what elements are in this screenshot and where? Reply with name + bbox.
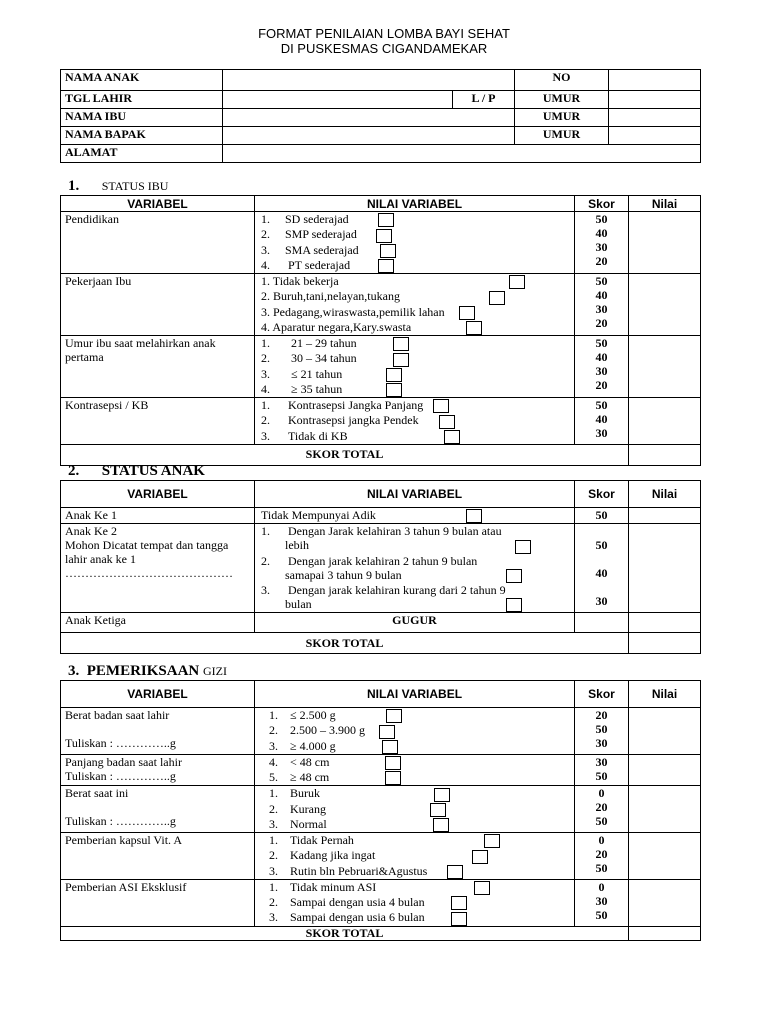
variabel-vit-a: Pemberian kapsul Vit. A	[61, 833, 255, 880]
section-2-heading: 2. STATUS ANAK	[68, 463, 205, 479]
variabel-anak-ketiga: Anak Ketiga	[61, 613, 255, 633]
header-nilai: Nilai	[629, 196, 701, 212]
checkbox[interactable]	[474, 881, 490, 895]
alamat-label: ALAMAT	[61, 145, 223, 163]
nama-ibu-field[interactable]	[223, 109, 515, 127]
checkbox[interactable]	[385, 756, 401, 770]
tuliskan-field[interactable]: Tuliskan : …………..g	[65, 768, 176, 783]
nilai-field[interactable]	[629, 879, 701, 926]
nilai-field[interactable]	[629, 524, 701, 613]
variabel-pendidikan: Pendidikan	[61, 212, 255, 274]
section-1-heading: 1. STATUS IBU	[68, 178, 169, 194]
variabel-pb-lahir: Panjang badan saat lahir	[65, 754, 182, 769]
checkbox[interactable]	[506, 598, 522, 612]
checkbox[interactable]	[386, 383, 402, 397]
umur-anak-label: UMUR	[515, 91, 609, 109]
table-row: Kontrasepsi / KB 1. Kontrasepsi Jangka Panjang 2. Kontrasepsi jangka Pendek 3. Tidak di KB 50 40 30	[61, 398, 701, 445]
umur-anak-field[interactable]	[609, 91, 701, 109]
skor-total-label: SKOR TOTAL	[61, 633, 629, 654]
checkbox[interactable]	[393, 353, 409, 367]
nilai-field[interactable]	[629, 508, 701, 524]
checkbox[interactable]	[506, 569, 522, 583]
checkbox[interactable]	[393, 337, 409, 351]
umur-bapak-field[interactable]	[609, 127, 701, 145]
checkbox[interactable]	[484, 834, 500, 848]
variabel-bb-lahir: Berat badan saat lahir	[65, 708, 170, 722]
skor-total-field[interactable]	[629, 444, 701, 465]
list-item: 2. SMP sederajad	[261, 227, 570, 242]
checkbox[interactable]	[433, 399, 449, 413]
table-row: Pekerjaan Ibu 1. Tidak bekerja 2. Buruh,tani,nelayan,tukang 3. Pedagang,wiraswasta,pemilik lahan 4. Aparatur negara,Kary.swasta 50 40 30 20	[61, 274, 701, 336]
section-3-heading: 3. PEMERIKSAAN GIZI	[68, 663, 228, 679]
checkbox[interactable]	[466, 321, 482, 335]
nama-bapak-field[interactable]	[223, 127, 515, 145]
checkbox[interactable]	[489, 291, 505, 305]
table-row: Pemberian kapsul Vit. A 1. Tidak Pernah 2. Kadang jika ingat 3. Rutin bln Pebruari&Agustus 0 20 50	[61, 833, 701, 880]
variabel-kb: Kontrasepsi / KB	[61, 398, 255, 445]
header-variabel: VARIABEL	[61, 481, 255, 508]
lp-label: L / P	[453, 91, 515, 109]
list-item: 3. SMA sederajad	[261, 243, 570, 258]
variabel-anak-ke-2: Anak Ke 2	[65, 524, 117, 539]
nama-anak-field[interactable]	[223, 70, 515, 91]
nama-bapak-label: NAMA BAPAK	[61, 127, 223, 145]
tuliskan-field[interactable]: Tuliskan : …………..g	[65, 814, 176, 829]
checkbox[interactable]	[378, 259, 394, 273]
header-nilai-variabel: NILAI VARIABEL	[255, 196, 575, 212]
checkbox[interactable]	[386, 368, 402, 382]
variabel-pekerjaan: Pekerjaan Ibu	[61, 274, 255, 336]
checkbox[interactable]	[472, 850, 488, 864]
skor-total-label: SKOR TOTAL	[61, 444, 629, 465]
tgl-lahir-label: TGL LAHIR	[61, 91, 223, 109]
skor-total-field[interactable]	[629, 926, 701, 940]
table-row	[61, 613, 701, 633]
nilai-field[interactable]	[629, 613, 701, 633]
gugur-label: GUGUR	[255, 613, 575, 633]
checkbox[interactable]	[439, 415, 455, 429]
checkbox[interactable]	[466, 509, 482, 523]
variabel-bb-ini: Berat saat ini	[65, 786, 129, 801]
table-row: Anak Ke 2 Mohon Dicatat tempat dan tangga lahir anak ke 1 …………………………………… 1. Dengan Jarak kelahiran 3 tahun 9 bulan atau lebih 2. Dengan jarak kelahiran 2 tahun 9 bulan samapai 3 tahun 9 bulan 3. Dengan jarak kelahiran kurang dari 2 tahun 9 bulan 50 40 30	[61, 524, 701, 613]
nilai-field[interactable]	[629, 786, 701, 833]
checkbox[interactable]	[379, 725, 395, 739]
umur-ibu-label: UMUR	[515, 109, 609, 127]
table-row: Panjang badan saat lahir Tuliskan : …………..g 4. < 48 cm 5. ≥ 48 cm 30 50	[61, 754, 701, 786]
header-nilai: Nilai	[629, 681, 701, 708]
header-variabel: VARIABEL	[61, 196, 255, 212]
header-skor: Skor	[575, 481, 629, 508]
header-skor: Skor	[575, 196, 629, 212]
table-row: Pemberian ASI Eksklusif 1. Tidak minum ASI 2. Sampai dengan usia 4 bulan 3. Sampai dengan usia 6 bulan 0 30 50	[61, 879, 701, 926]
variabel-umur-ibu: Umur ibu saat melahirkan anak pertama	[61, 336, 255, 398]
checkbox[interactable]	[386, 709, 402, 723]
list-item: 1. SD sederajad	[261, 212, 570, 227]
checkbox[interactable]	[433, 818, 449, 832]
header-nilai-variabel: NILAI VARIABEL	[255, 481, 575, 508]
umur-ibu-field[interactable]	[609, 109, 701, 127]
table-row: Berat saat ini Tuliskan : …………..g 1. Buruk 2. Kurang 3. Normal 0 20 50	[61, 786, 701, 833]
table-row: Berat badan saat lahir Tuliskan : …………..g 1. ≤ 2.500 g 2. 2.500 – 3.900 g 3. ≥ 4.000 g 20 50 30	[61, 708, 701, 755]
nilai-field[interactable]	[629, 754, 701, 786]
table-row: Pendidikan 1. SD sederajad 2. SMP sederajad 3. SMA sederajad 4. PT sederajad 50 40 30 20	[61, 212, 701, 274]
header-nilai-variabel: NILAI VARIABEL	[255, 681, 575, 708]
header-variabel: VARIABEL	[61, 681, 255, 708]
list-item: 4. PT sederajad	[261, 258, 570, 273]
identity-table	[60, 69, 701, 163]
nilai-field[interactable]	[629, 274, 701, 336]
umur-bapak-label: UMUR	[515, 127, 609, 145]
nilai-field[interactable]	[629, 336, 701, 398]
tuliskan-field[interactable]: Tuliskan : …………..g	[65, 736, 176, 750]
skor-total-label: SKOR TOTAL	[61, 926, 629, 940]
variabel-asi: Pemberian ASI Eksklusif	[61, 879, 255, 926]
checkbox[interactable]	[509, 275, 525, 289]
checkbox[interactable]	[382, 740, 398, 754]
form-title: FORMAT PENILAIAN LOMBA BAYI SEHAT	[258, 26, 510, 41]
table-row: Anak Ke 1 Tidak Mempunyai Adik 50	[61, 508, 701, 524]
nama-anak-label: NAMA ANAK	[61, 70, 223, 91]
header-skor: Skor	[575, 681, 629, 708]
alamat-field[interactable]	[223, 145, 701, 163]
checkbox[interactable]	[376, 229, 392, 243]
no-field[interactable]	[609, 70, 701, 91]
checkbox[interactable]	[444, 430, 460, 444]
checkbox[interactable]	[451, 912, 467, 926]
nilai-field[interactable]	[629, 833, 701, 880]
checkbox[interactable]	[385, 771, 401, 785]
header-nilai: Nilai	[629, 481, 701, 508]
table-row: Umur ibu saat melahirkan anak pertama 1. 21 – 29 tahun 2. 30 – 34 tahun 3. ≤ 21 tahun 4. ≥ 35 tahun 50 40 30 20	[61, 336, 701, 398]
checkbox[interactable]	[434, 788, 450, 802]
checkbox[interactable]	[459, 306, 475, 320]
variabel-anak-ke-1: Anak Ke 1	[61, 508, 255, 524]
status-ibu-table	[60, 195, 701, 466]
checkbox[interactable]	[430, 803, 446, 817]
form-subtitle: DI PUSKESMAS CIGANDAMEKAR	[280, 41, 488, 56]
tgl-lahir-field[interactable]	[223, 91, 453, 109]
checkbox[interactable]	[378, 213, 394, 227]
checkbox[interactable]	[451, 896, 467, 910]
no-label: NO	[515, 70, 609, 91]
nilai-field[interactable]	[629, 708, 701, 755]
pemeriksaan-gizi-table	[60, 680, 701, 941]
checkbox[interactable]	[515, 540, 531, 554]
status-anak-table	[60, 480, 701, 654]
checkbox[interactable]	[447, 865, 463, 879]
checkbox[interactable]	[380, 244, 396, 258]
nilai-field[interactable]	[629, 398, 701, 445]
nilai-field[interactable]	[629, 212, 701, 274]
nama-ibu-label: NAMA IBU	[61, 109, 223, 127]
skor-total-field[interactable]	[629, 633, 701, 654]
